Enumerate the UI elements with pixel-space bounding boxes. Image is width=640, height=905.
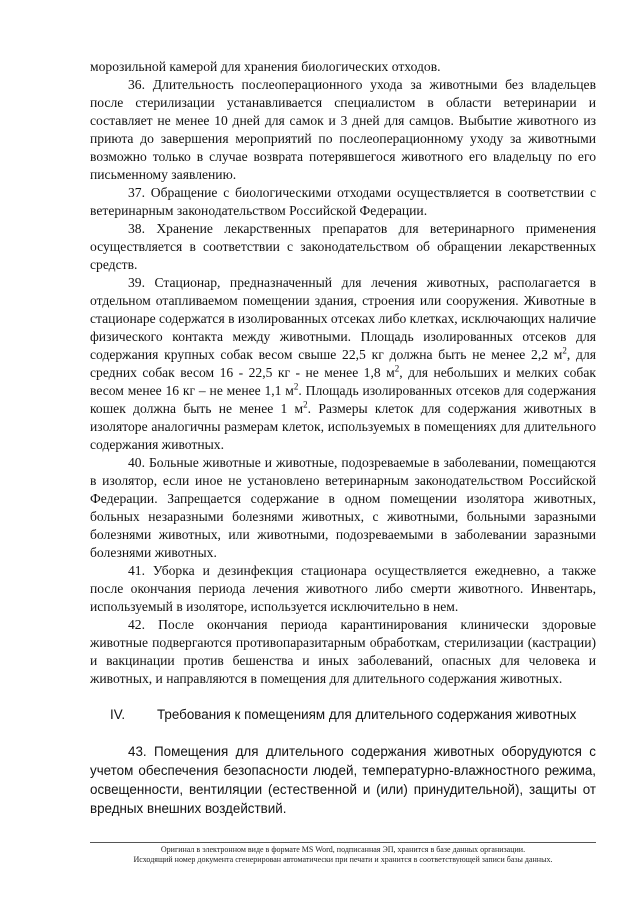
spacer bbox=[90, 688, 596, 706]
p39-text-d: . Площадь изолированных отсеков для содержания кошек должна быть не менее 1 м bbox=[90, 383, 596, 416]
paragraph-37: 37. Обращение с биологическими отходами осуществляется в соответствии с ветеринарным законодательством Российской Федерации. bbox=[90, 185, 596, 218]
p39-sup-2: 2 bbox=[394, 363, 400, 374]
paragraph-36: 36. Длительность послеоперационного ухода за животными без владельцев после стерилизации устанавливается специалистом в области ветеринарии и составляет не менее 10 дней для самок и 3 дней для самцов. Выбытие животного из приюта до завершения мероприятий по послеоперационному уходу за животными возможно только в случае возврата потерявшегося животного его владельцу по его письменному заявлению. bbox=[90, 77, 596, 182]
section-number: IV. bbox=[110, 707, 126, 722]
paragraph-41: 41. Уборка и дезинфекция стационара осуществляется ежедневно, а также после окончания периода лечения животного либо смерти животного. Инвентарь, используемый в изоляторе, используется исключительно в нем. bbox=[90, 563, 596, 614]
document-body bbox=[90, 58, 596, 818]
section-heading bbox=[90, 706, 596, 724]
p39-text-a: 39. Стационар, предназначенный для лечения животных, располагается в отдельном отапливаемом помещении здания, строения или сооружения. Животные в стационаре содержатся в изолированных отсеках либо клетках, исключающих наличие физического контакта между животными. Площадь изолированных отсеков для содержания крупных собак весом свыше 22,5 кг должна быть не менее 2,2 м bbox=[90, 275, 596, 362]
document-footer bbox=[90, 842, 596, 865]
paragraph-42: 42. После окончания периода карантинирования клинически здоровые животные подвергаются противопаразитарным обработкам, стерилизации (кастрации) и вакцинации против бешенства и иных заболеваний, опасных для человека и животных, и направляются в помещения для длительного содержания животных. bbox=[90, 617, 596, 686]
p39-text-b: , для средних собак весом 16 - 22,5 кг - не менее 1,8 м bbox=[90, 347, 596, 380]
paragraph-35-continuation: морозильной камерой для хранения биологических отходов. bbox=[90, 59, 441, 74]
spacer bbox=[90, 724, 596, 742]
footer-line-2: Исходящий номер документа сгенерирован автоматически при печати и хранится в соответствующей записи базы данных. bbox=[133, 855, 553, 864]
p39-text-e: . Размеры клеток для содержания животных в изоляторе аналогичны размерам клеток, используемых в помещениях для длительного содержания животных. bbox=[90, 401, 596, 452]
section-title: Требования к помещениям для длительного содержания животных bbox=[157, 707, 577, 722]
paragraph-39 bbox=[90, 274, 596, 454]
p39-sup-4: 2 bbox=[303, 399, 308, 410]
footer-line-1: Оригинал в электронном виде в формате MS Word, подписанная ЭП, хранится в базе данных организации. bbox=[160, 845, 526, 854]
paragraph-43: 43. Помещения для длительного содержания животных оборудуются с учетом обеспечения безопасности людей, температурно-влажностного режима, освещенности, вентиляции (естественной и (или) принудительной), защиты от вредных внешних воздействий. bbox=[90, 744, 596, 816]
paragraph-40: 40. Больные животные и животные, подозреваемые в заболевании, помещаются в изолятор, если иное не установлено ветеринарным законодательством Российской Федерации. Запрещается содержание в одном помещении изолятора животных, больных незаразными болезнями животных, с животными, больными заразными болезнями животных, или животными, подозреваемыми в заболевании заразными болезнями животных. bbox=[90, 455, 596, 560]
p39-text-c: , для небольших и мелких собак весом менее 16 кг – не менее 1,1 м bbox=[90, 365, 596, 398]
paragraph-38: 38. Хранение лекарственных препаратов для ветеринарного применения осуществляется в соответствии с законодательством об обращении лекарственных средств. bbox=[90, 221, 596, 272]
p39-sup-3: 2 bbox=[293, 381, 299, 392]
p39-sup-1: 2 bbox=[562, 345, 567, 356]
